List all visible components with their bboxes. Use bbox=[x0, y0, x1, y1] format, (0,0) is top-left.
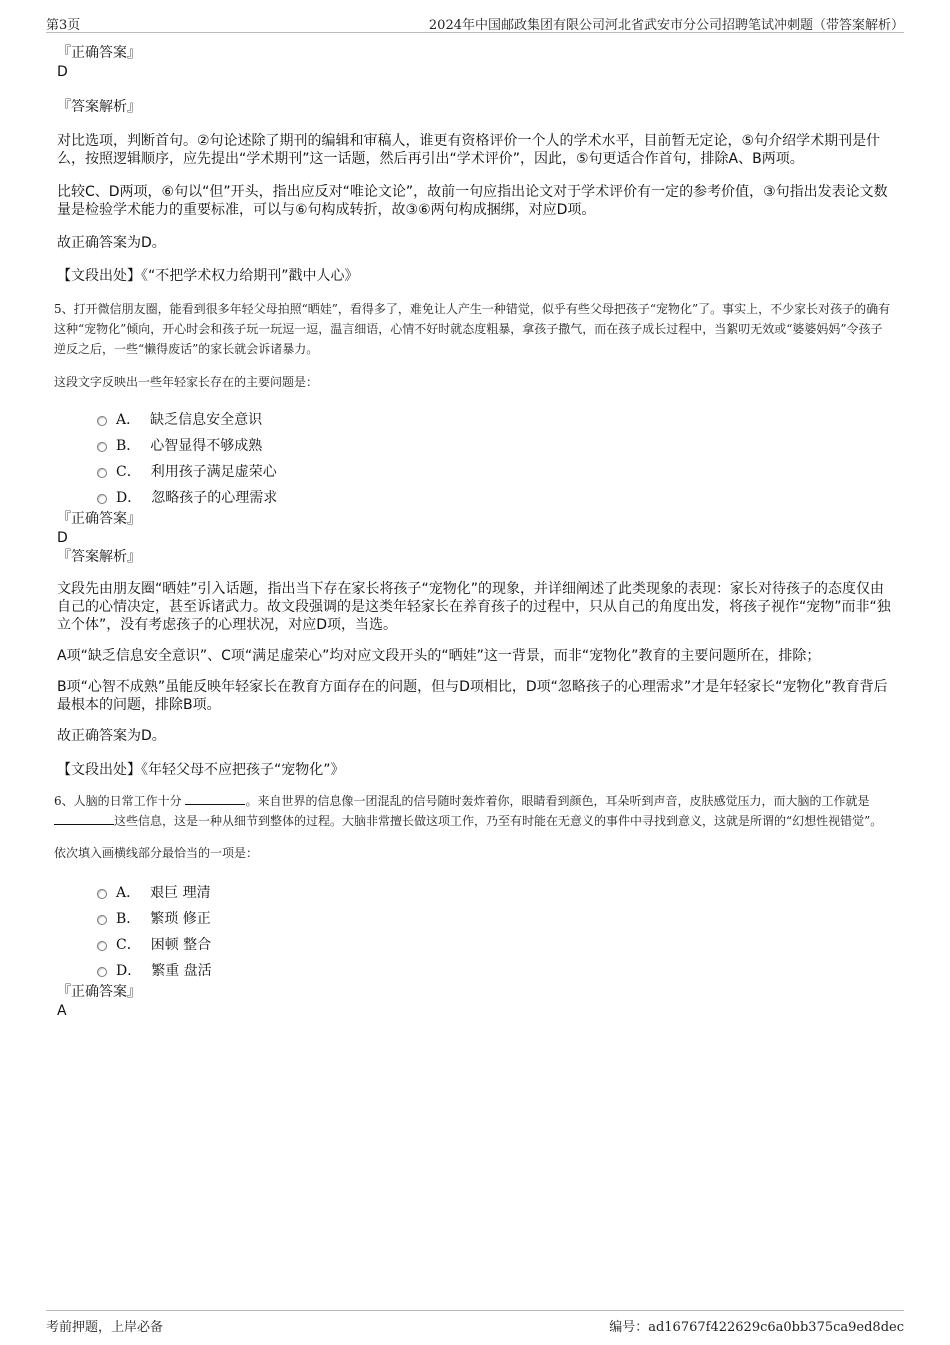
fill-blank bbox=[185, 792, 245, 805]
option-c[interactable]: C． 利用孩子满足虚荣心 bbox=[97, 458, 893, 484]
analysis-paragraph: 故正确答案为D。 bbox=[57, 235, 166, 251]
radio-icon[interactable] bbox=[97, 915, 107, 925]
radio-icon[interactable] bbox=[97, 442, 107, 452]
analysis-paragraph: 文段先由朋友圈“晒娃”引入话题，指出当下存在家长将孩子“宠物化”的现象，并详细阐述了此类现象的表现：家长对待孩子的态度仅由自己的心情决定，甚至诉诸武力。故文段强调的是这类年轻家长在养育孩子的过程中，只从自己的角度出发，将孩子视作“宠物”而非“独立个体”，没有考虑孩子的心理状况，对应D项，当选。 bbox=[57, 581, 891, 633]
question-stem: 6、人脑的日常工作十分 。来自世界的信息像一团混乱的信号随时轰炸着你，眼睛看到颜色，耳朵听到声音，皮肤感觉压力，而大脑的工作就是 这些信息，这是一种从细节到整体的过程。大脑非常擅长做这项工作，乃至有时能在无意义的事件中寻找到意义，这就是所谓的“幻想性视错觉”。 bbox=[54, 794, 883, 828]
fill-blank bbox=[54, 812, 114, 825]
answer-value: A bbox=[57, 1003, 67, 1019]
answer-value: D bbox=[57, 530, 68, 546]
source-citation: 【文段出处】《年轻父母不应把孩子“宠物化”》 bbox=[57, 762, 345, 778]
answer-label: 『正确答案』 bbox=[57, 984, 141, 1000]
radio-icon[interactable] bbox=[97, 494, 107, 504]
question-prompt: 依次填入画横线部分最恰当的一项是： bbox=[54, 846, 259, 860]
footer-motto: 考前押题，上岸必备 bbox=[46, 1320, 164, 1335]
option-c[interactable]: C． 困顿 整合 bbox=[97, 931, 893, 957]
answer-value: D bbox=[57, 64, 68, 80]
radio-icon[interactable] bbox=[97, 416, 107, 426]
analysis-paragraph: 比较C、D两项，⑥句以“但”开头，指出应反对“唯论文论”，故前一句应指出论文对于学术评价有一定的参考价值，③句指出发表论文数量是检验学术能力的重要标准，可以与⑥句构成转折，故③⑥两句构成捆绑，对应D项。 bbox=[57, 184, 888, 218]
option-list bbox=[57, 406, 893, 510]
document-title: 2024年中国邮政集团有限公司河北省武安市分公司招聘笔试冲刺题（带答案解析） bbox=[428, 18, 904, 33]
source-citation: 【文段出处】《“不把学术权力给期刊”戳中人心》 bbox=[57, 268, 359, 284]
radio-icon[interactable] bbox=[97, 941, 107, 951]
document-body bbox=[54, 44, 893, 1021]
analysis-paragraph: 对比选项，判断首句。②句论述除了期刊的编辑和审稿人，谁更有资格评价一个人的学术水平，目前暂无定论，⑤句介绍学术期刊是什么，按照逻辑顺序，应先提出“学术期刊”这一话题，然后再引出“学术评价”，因此，⑤句更适合作首句，排除A、B两项。 bbox=[57, 133, 881, 167]
page-footer bbox=[46, 1310, 904, 1333]
page-number: 第3页 bbox=[46, 18, 81, 33]
analysis-label: 『答案解析』 bbox=[57, 549, 141, 565]
option-list bbox=[57, 879, 893, 983]
analysis-paragraph: A项“缺乏信息安全意识”、C项“满足虚荣心”均对应文段开头的“晒娃”这一背景，而非“宠物化”教育的主要问题所在，排除； bbox=[57, 648, 821, 664]
answer-label: 『正确答案』 bbox=[57, 45, 141, 61]
radio-icon[interactable] bbox=[97, 967, 107, 977]
option-b[interactable]: B． 繁琐 修正 bbox=[97, 905, 893, 931]
analysis-label: 『答案解析』 bbox=[57, 99, 141, 115]
question-stem: 5、打开微信朋友圈，能看到很多年轻父母拍照“晒娃”，看得多了，难免让人产生一种错觉，似乎有些父母把孩子“宠物化”了。事实上，不少家长对孩子的确有这种“宠物化”倾向，开心时会和孩子玩一玩逗一逗，温言细语，心情不好时就态度粗暴，拿孩子撒气，而在孩子成长过程中，当絮叨无效或“婆婆妈妈”令孩子逆反之后，一些“懒得废话”的家长就会诉诸暴力。 bbox=[54, 302, 891, 356]
radio-icon[interactable] bbox=[97, 468, 107, 478]
analysis-paragraph: 故正确答案为D。 bbox=[57, 728, 166, 744]
radio-icon[interactable] bbox=[97, 889, 107, 899]
analysis-paragraph: B项“心智不成熟”虽能反映年轻家长在教育方面存在的问题，但与D项相比，D项“忽略孩子的心理需求”才是年轻家长“宠物化”教育背后最根本的问题，排除B项。 bbox=[57, 679, 888, 713]
page-header bbox=[46, 12, 904, 33]
option-b[interactable]: B． 心智显得不够成熟 bbox=[97, 432, 893, 458]
option-d[interactable]: D． 忽略孩子的心理需求 bbox=[97, 484, 893, 510]
option-d[interactable]: D． 繁重 盘活 bbox=[97, 957, 893, 983]
answer-label: 『正确答案』 bbox=[57, 511, 141, 527]
question-prompt: 这段文字反映出一些年轻家长存在的主要问题是： bbox=[54, 375, 319, 389]
option-a[interactable]: A． 缺乏信息安全意识 bbox=[97, 406, 893, 432]
document-code: 编号：ad16767f422629c6a0bb375ca9ed8dec bbox=[609, 1320, 904, 1335]
option-a[interactable]: A． 艰巨 理清 bbox=[97, 879, 893, 905]
